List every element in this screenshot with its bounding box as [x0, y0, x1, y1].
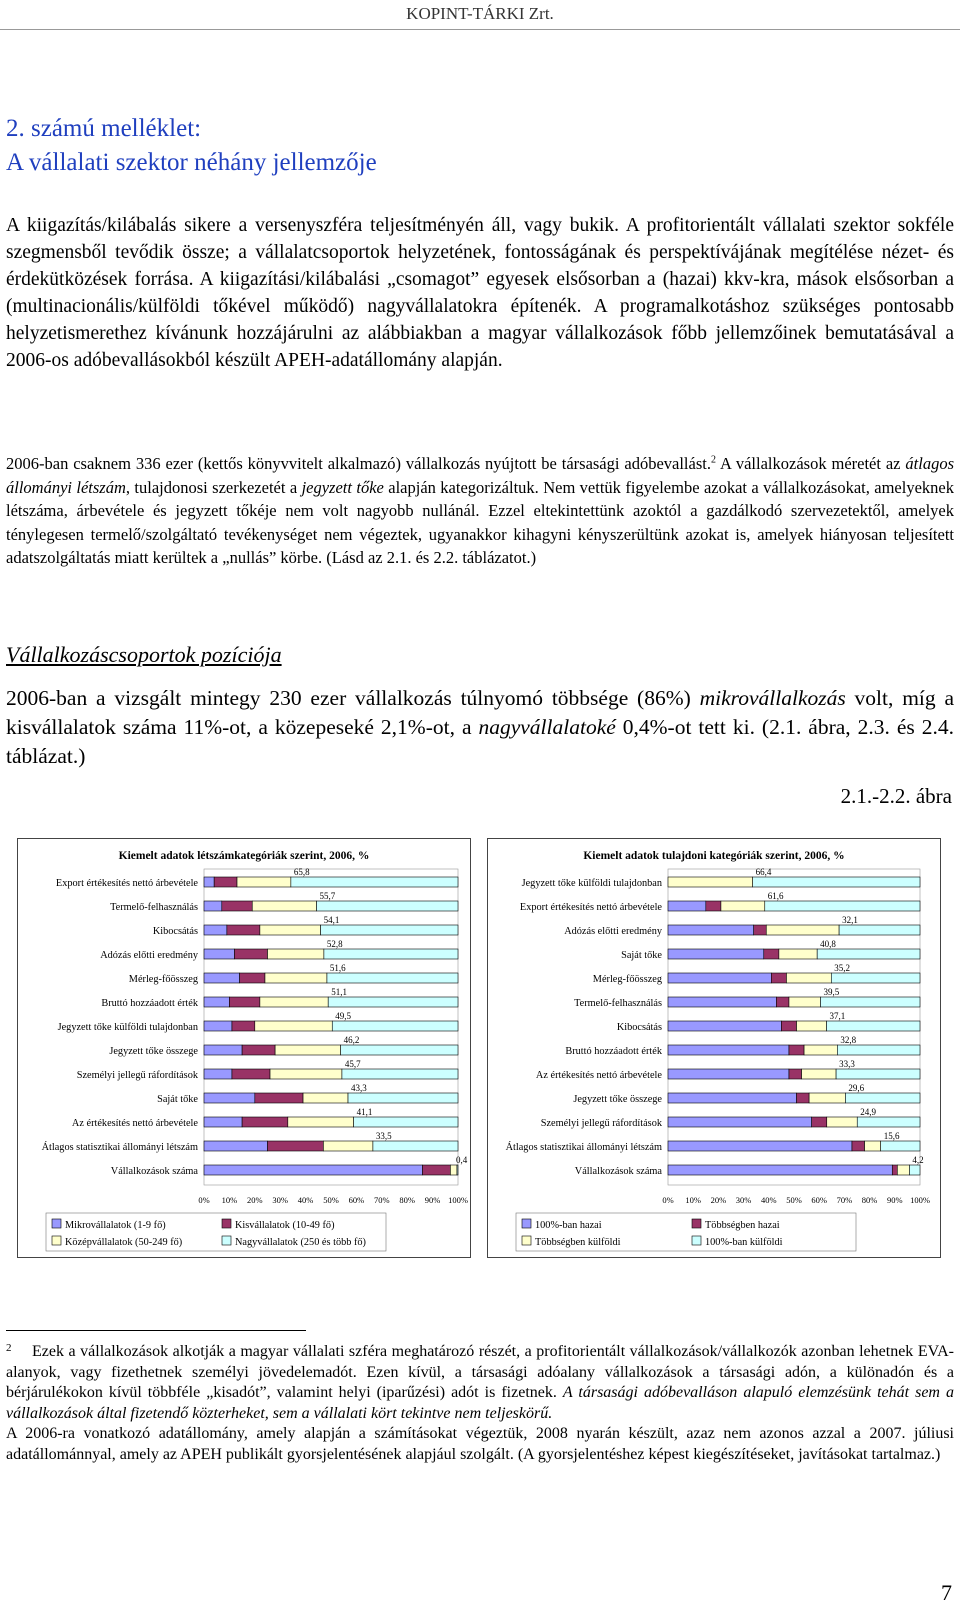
bar-segment [323, 1141, 373, 1151]
x-tick-label: 80% [399, 1195, 415, 1205]
footnote-reference[interactable]: 2 [710, 454, 716, 466]
bar-segment [275, 1045, 341, 1055]
category-label: Kibocsátás [152, 926, 198, 937]
bar-segment [204, 1069, 232, 1079]
position-text-c: volt, míg a kisvállalatok száma 11%-ot, a közepeseké 2,1%-ot, a [6, 686, 955, 739]
data-label: 46,2 [343, 1035, 360, 1045]
chart-ownership-box [487, 838, 941, 1258]
legend-label: Kisvállalatok (10-49 fő) [235, 1220, 335, 1231]
bar-segment [668, 1141, 852, 1151]
category-label: Saját tőke [157, 1094, 198, 1105]
bar-segment [268, 1141, 324, 1151]
x-tick-label: 30% [735, 1195, 752, 1205]
bar-segment [204, 1165, 422, 1175]
bar-segment [450, 1165, 457, 1175]
position-paragraph [6, 684, 954, 771]
category-label: Az értékesítés nettó árbevétele [535, 1070, 662, 1081]
bar-segment [214, 877, 237, 887]
bar-segment [804, 1045, 837, 1055]
data-label: 65,8 [293, 867, 310, 877]
bar-segment [668, 1045, 789, 1055]
bar-segment [789, 997, 821, 1007]
data-label: 51,1 [331, 987, 347, 997]
category-label: Export értékesítés nettó árbevétele [55, 878, 198, 889]
x-tick-label: 90% [424, 1195, 441, 1205]
category-label: Mérleg-főösszeg [592, 974, 662, 985]
category-label: Export értékesítés nettó árbevétele [519, 902, 662, 913]
category-label: Jegyzett tőke összege [109, 1046, 198, 1057]
bar-segment [668, 1021, 781, 1031]
bar-segment [845, 1093, 920, 1103]
bar-segment [668, 925, 754, 935]
bar-segment [771, 973, 786, 983]
x-tick-label: 60% [811, 1195, 827, 1205]
bar-segment [857, 1117, 920, 1127]
page-number: 7 [941, 1580, 952, 1605]
bar-segment [781, 1021, 796, 1031]
bar-segment [812, 1117, 827, 1127]
bar-segment [892, 1165, 897, 1175]
bar-segment [753, 877, 920, 887]
bar-segment [706, 901, 721, 911]
bar-segment [204, 1093, 255, 1103]
data-label: 37,1 [829, 1011, 846, 1021]
category-label: Bruttó hozzáadott érték [101, 998, 198, 1009]
chart-headcount [18, 839, 470, 1257]
bar-segment [332, 1021, 458, 1031]
bar-segment [831, 973, 920, 983]
bar-segment [303, 1093, 348, 1103]
x-tick-label: 100% [910, 1195, 930, 1205]
legend-swatch [522, 1236, 531, 1245]
bar-segment [668, 1117, 812, 1127]
bar-segment [234, 949, 267, 959]
bar-segment [668, 949, 764, 959]
bar-segment [789, 1069, 802, 1079]
bar-segment [836, 1069, 920, 1079]
category-label: Átlagos statisztikai állományi létszám [41, 1142, 198, 1153]
data-label: 51,6 [329, 963, 346, 973]
data-label: 29,6 [848, 1083, 865, 1093]
bar-segment [827, 1117, 857, 1127]
bar-segment [776, 997, 789, 1007]
bar-segment [668, 901, 706, 911]
data-label: 54,1 [323, 915, 340, 925]
annex-heading-line2: A vállalati szektor néhány jellemzője [6, 149, 377, 176]
bar-segment [260, 997, 328, 1007]
bar-segment [255, 1021, 332, 1031]
footnote-text-c: A 2006-ra vonatkozó adatállomány, amely alapján a számításokat végeztük, 2008 nyarán készült, azaz nem azonos azzal a 2007. júliusi adatállománnyal, amely az APEH publikált gyorsjelentésének alapjául szolgált. (A gyorsjelentéshez képest kiegészítéseket, javításokat tartalmaz.) [6, 1425, 954, 1463]
chart-ownership [488, 839, 940, 1257]
methodology-text-b: A vállalkozások méretét az [715, 454, 906, 473]
x-tick-label: 100% [448, 1195, 468, 1205]
legend-label: 100%-ban hazai [535, 1220, 602, 1231]
footnote [6, 1342, 954, 1465]
methodology-emph-headcount: átlagos állományi létszám [6, 454, 954, 497]
x-tick-label: 40% [297, 1195, 314, 1205]
data-label: 45,7 [344, 1059, 361, 1069]
methodology-paragraph [6, 452, 954, 570]
data-label: 15,6 [883, 1131, 900, 1141]
methodology-text-f: alapján kategorizáltuk. Nem vettük figyelembe azokat a vállalkozásokat, amelyeknek létszáma, árbevétele és jegyzett tőkéje nem volt nagyobb nullánál. Ezzel eltekintettünk azoktól a gazdálkodó szervezetektől, amelyek ténylegesen termelő/szolgáltató tevékenységet nem végeztek, ugyanakkor kihagyni kényszerültünk azokat is, amelyek hiányosan teljesített adatszolgáltatás miatt kerültek a „nullás” körbe. (Lásd az 2.1. és 2.2. táblázatot.) [6, 477, 954, 567]
legend-swatch [692, 1236, 701, 1245]
legend-swatch [222, 1219, 231, 1228]
bar-segment [668, 973, 771, 983]
bar-segment [668, 877, 753, 887]
figure-reference: 2.1.-2.2. ábra [840, 784, 952, 808]
legend-label: Középvállalatok (50-249 fő) [65, 1237, 183, 1248]
bar-segment [354, 1117, 458, 1127]
bar-segment [668, 1093, 797, 1103]
legend-label: Mikrovállalatok (1-9 fő) [65, 1220, 166, 1231]
x-tick-label: 0% [198, 1195, 210, 1205]
bar-segment [457, 1165, 458, 1175]
bar-segment [328, 997, 458, 1007]
bar-segment [668, 1069, 789, 1079]
position-text-e: 0,4%-ot tett ki. (2.1. ábra, 2.3. és 2.4. táblázat.) [6, 715, 954, 768]
legend-swatch [692, 1219, 701, 1228]
data-label: 32,1 [842, 915, 858, 925]
data-label: 52,8 [326, 939, 343, 949]
data-label: 35,2 [834, 963, 851, 973]
position-emph-large: nagyvállalatoké [478, 715, 616, 739]
bar-segment [909, 1165, 920, 1175]
legend-swatch [52, 1219, 61, 1228]
bar-segment [764, 949, 779, 959]
bar-segment [260, 925, 321, 935]
bar-segment [204, 973, 240, 983]
bar-segment [786, 973, 831, 983]
bar-segment [229, 997, 259, 1007]
x-tick-label: 0% [662, 1195, 674, 1205]
bar-segment [270, 1069, 342, 1079]
legend-label: Nagyvállalatok (250 és több fő) [235, 1237, 366, 1248]
bar-segment [204, 1045, 242, 1055]
bar-segment [809, 1093, 845, 1103]
x-tick-label: 40% [761, 1195, 777, 1205]
legend-label: Többségben külföldi [535, 1237, 621, 1248]
data-label: 4,2 [912, 1155, 924, 1165]
category-label: Vállalkozások száma [574, 1166, 662, 1177]
category-label: Jegyzett tőke külföldi tulajdonban [57, 1022, 198, 1033]
bar-segment [341, 1045, 458, 1055]
category-label: Jegyzett tőke összege [573, 1094, 662, 1105]
chart-title: Kiemelt adatok tulajdoni kategóriák szerint, 2006, % [583, 850, 845, 862]
chart-headcount-box [17, 838, 471, 1258]
bar-segment [204, 901, 222, 911]
legend-label: 100%-ban külföldi [705, 1237, 783, 1248]
data-label: 33,5 [375, 1131, 392, 1141]
x-tick-label: 20% [710, 1195, 727, 1205]
footnote-text-b: A társasági adóbevalláson alapuló elemzésünk tehát sem a vállalkozások által fizetendő közterheket, sem a vállalati kört tekintve nem teljeskörű. [6, 1384, 955, 1422]
section-heading: Vállalkozáscsoportok pozíciója [6, 642, 282, 667]
chart-title: Kiemelt adatok létszámkategóriák szerint, 2006, % [118, 850, 370, 862]
bar-segment [204, 877, 214, 887]
bar-segment [422, 1165, 450, 1175]
legend-swatch [522, 1219, 531, 1228]
category-label: Személyi jellegű ráfordítások [76, 1070, 198, 1081]
legend-label: Többségben hazai [705, 1220, 780, 1231]
bar-segment [317, 901, 458, 911]
category-label: Mérleg-főösszeg [128, 974, 198, 985]
x-tick-label: 10% [685, 1195, 701, 1205]
footnote-mark: 2 [6, 1342, 12, 1354]
bar-segment [288, 1117, 354, 1127]
data-label: 24,9 [860, 1107, 877, 1117]
bar-segment [222, 901, 252, 911]
bar-segment [797, 1093, 810, 1103]
x-tick-label: 50% [786, 1195, 802, 1205]
category-label: Adózás előtti eredmény [564, 926, 662, 937]
data-label: 40,8 [820, 939, 836, 949]
bar-segment [373, 1141, 458, 1151]
category-label: Termelő-felhasználás [110, 902, 198, 913]
bar-segment [342, 1069, 458, 1079]
x-tick-label: 70% [836, 1195, 853, 1205]
footnote-divider [6, 1330, 306, 1331]
bar-segment [255, 1093, 303, 1103]
bar-segment [242, 1117, 288, 1127]
bar-segment [802, 1069, 837, 1079]
bar-segment [204, 997, 229, 1007]
bar-segment [204, 1117, 242, 1127]
methodology-text-a: 2006-ban csaknem 336 ezer (kettős könyvvitelt alkalmazó) vállalkozás nyújtott be társasági adóbevallást. [6, 454, 711, 473]
x-tick-label: 50% [323, 1195, 339, 1205]
data-label: 49,5 [335, 1011, 352, 1021]
category-label: Termelő-felhasználás [574, 998, 662, 1009]
category-label: Jegyzett tőke külföldi tulajdonban [521, 878, 662, 889]
bar-segment [789, 1045, 804, 1055]
x-tick-label: 20% [247, 1195, 263, 1205]
category-label: Átlagos statisztikai állományi létszám [505, 1142, 662, 1153]
bar-segment [232, 1021, 255, 1031]
bar-segment [839, 925, 920, 935]
bar-segment [852, 1141, 865, 1151]
bar-segment [797, 1021, 827, 1031]
x-tick-label: 80% [861, 1195, 878, 1205]
legend-swatch [222, 1236, 231, 1245]
category-label: Adózás előtti eredmény [100, 950, 198, 961]
category-label: Bruttó hozzáadott érték [565, 1046, 662, 1057]
data-label: 39,5 [823, 987, 840, 997]
annex-heading [6, 112, 377, 180]
annex-heading-line1: 2. számú melléklet: [6, 115, 202, 142]
category-label: Kibocsátás [616, 1022, 662, 1033]
bar-segment [897, 1165, 909, 1175]
intro-paragraph: A kiigazítás/kilábalás sikere a versenyszféra teljesítményén áll, vagy bukik. A profitorientált vállalati szektor sokféle szegmensből tevődik össze; a vállalatcsoportok helyzetének, fontosságának és perspektívájának megítélése nézet- és érdekütközések forrása. A kiigazítási/kilábalási „csomagot” egyesek elsősorban a (hazai) kkv-kra, mások elsősorban a (multinacionális/külföldi tőkével működő) nagyvállalatokra építenék. A programalkotáshoz szükséges pontosabb helyzetismerethez kívánunk hozzájárulni az alábbiakban a magyar vállalkozások főbb jellemzőinek bemutatásával a 2006-os adóbevallásokból készült APEH-adatállomány alapján. [6, 215, 954, 371]
data-label: 41,1 [356, 1107, 373, 1117]
bar-segment [820, 997, 920, 1007]
data-label: 43,3 [351, 1083, 367, 1093]
bar-segment [837, 1045, 920, 1055]
methodology-text-d: , tulajdonosi szerkezetét a [125, 477, 302, 497]
data-label: 55,7 [319, 891, 336, 901]
category-label: Saját tőke [621, 950, 662, 961]
bar-segment [291, 877, 458, 887]
bar-segment [237, 877, 291, 887]
bar-segment [865, 1141, 881, 1151]
x-tick-label: 70% [374, 1195, 390, 1205]
bar-segment [265, 973, 327, 983]
bar-segment [204, 1021, 232, 1031]
bar-segment [240, 973, 265, 983]
bar-segment [754, 925, 767, 935]
legend-swatch [52, 1236, 61, 1245]
bar-segment [827, 1021, 920, 1031]
header-divider [0, 29, 960, 30]
bar-segment [242, 1045, 275, 1055]
bar-segment [765, 901, 920, 911]
bar-segment [348, 1093, 458, 1103]
bar-segment [721, 901, 765, 911]
position-emph-micro: mikrovállalkozás [699, 686, 846, 710]
footnote-text-a: Ezek a vállalkozások alkotják a magyar vállalati szféra meghatározó részét, a profitorientált vállalkozások/vállalkozók azonban lehetnek EVA-alanyok, vagy fizethetnek személyi jövedelemadót. Ezen kívül, a társasági adóalany vállalkozások a társasági adón, a különadón és a bérjárulékokon kívül többféle „kisadót”, valamint helyi (iparűzési) adót is fizetnek. [6, 1343, 954, 1401]
data-label: 66,4 [755, 867, 772, 877]
data-label: 32,8 [840, 1035, 857, 1045]
data-label: 61,6 [767, 891, 784, 901]
bar-segment [321, 925, 458, 935]
bar-segment [268, 949, 324, 959]
data-label: 0,4 [456, 1155, 468, 1165]
category-label: Személyi jellegű ráfordítások [540, 1118, 662, 1129]
x-tick-label: 10% [221, 1195, 238, 1205]
bar-segment [324, 949, 458, 959]
header-company-name: KOPINT-TÁRKI Zrt. [406, 4, 554, 23]
bar-segment [204, 1141, 268, 1151]
x-tick-label: 30% [272, 1195, 288, 1205]
x-tick-label: 60% [348, 1195, 365, 1205]
bar-segment [232, 1069, 270, 1079]
bar-segment [668, 1165, 892, 1175]
category-label: Az értékesítés nettó árbevétele [71, 1118, 198, 1129]
bar-segment [204, 949, 234, 959]
methodology-emph-capital: jegyzett tőke [301, 477, 384, 497]
bar-segment [817, 949, 920, 959]
bar-segment [779, 949, 817, 959]
bar-segment [327, 973, 458, 983]
bar-segment [766, 925, 839, 935]
category-label: Vállalkozások száma [110, 1166, 198, 1177]
x-tick-label: 90% [887, 1195, 903, 1205]
bar-segment [668, 997, 776, 1007]
bar-segment [252, 901, 316, 911]
bar-segment [227, 925, 260, 935]
bar-segment [881, 1141, 920, 1151]
data-label: 33,3 [839, 1059, 855, 1069]
bar-segment [204, 925, 227, 935]
position-text-a: 2006-ban a vizsgált mintegy 230 ezer vállalkozás túlnyomó többsége (86%) [6, 686, 700, 710]
